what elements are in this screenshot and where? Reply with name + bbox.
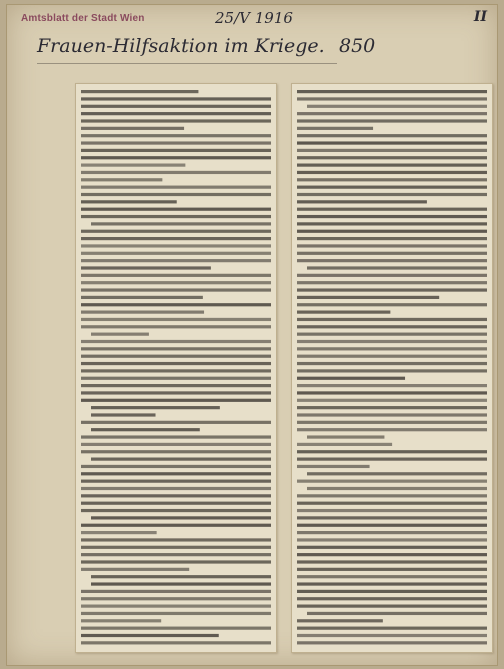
handwritten-title: Frauen-Hilfsaktion im Kriege.: [37, 35, 325, 57]
text-lines-left: [76, 84, 276, 652]
text-line: [81, 384, 271, 387]
text-line: [297, 164, 487, 167]
text-line: [297, 215, 487, 218]
text-line: [297, 546, 487, 549]
text-line: [81, 200, 177, 203]
text-line: [297, 252, 487, 255]
text-line: [81, 377, 271, 380]
text-line: [81, 90, 198, 93]
text-line: [307, 105, 487, 108]
text-line: [81, 134, 271, 137]
text-line: [297, 399, 487, 402]
text-line: [81, 178, 162, 181]
text-line: [297, 325, 487, 328]
text-line: [307, 266, 487, 269]
text-line: [91, 406, 220, 409]
text-line: [297, 406, 487, 409]
text-line: [81, 311, 204, 314]
text-line: [297, 237, 487, 240]
article-column-left: [75, 83, 277, 653]
text-line: [81, 538, 271, 541]
text-line: [81, 318, 271, 321]
text-line: [297, 597, 487, 600]
text-line: [307, 435, 384, 438]
text-line: [297, 531, 487, 534]
text-line: [81, 97, 271, 100]
text-line: [297, 575, 487, 578]
text-line: [297, 112, 487, 115]
text-line: [297, 553, 487, 556]
text-line: [297, 193, 487, 196]
text-line: [81, 597, 271, 600]
text-line: [81, 244, 271, 247]
text-line: [81, 399, 271, 402]
text-line: [297, 259, 487, 262]
text-line: [81, 288, 271, 291]
text-line: [91, 458, 271, 461]
text-line: [297, 303, 487, 306]
text-line: [81, 127, 184, 130]
text-line: [81, 252, 271, 255]
text-line: [297, 509, 487, 512]
text-line: [81, 590, 271, 593]
text-line: [297, 274, 487, 277]
text-line: [297, 524, 487, 527]
text-line: [81, 171, 271, 174]
text-line: [81, 391, 271, 394]
text-line: [307, 472, 487, 475]
text-line: [91, 516, 271, 519]
text-line: [81, 141, 271, 144]
text-line: [81, 266, 211, 269]
article-column-right: [291, 83, 493, 653]
text-line: [81, 237, 271, 240]
text-line: [81, 186, 271, 189]
text-line: [81, 156, 271, 159]
text-line: [297, 494, 487, 497]
text-line: [81, 612, 271, 615]
text-line: [297, 605, 487, 608]
text-line: [81, 443, 271, 446]
text-line: [81, 531, 157, 534]
text-line: [297, 149, 487, 152]
publication-stamp: Amtsblatt der Stadt Wien: [21, 13, 145, 24]
text-line: [81, 105, 271, 108]
text-line: [297, 391, 487, 394]
text-line: [297, 458, 487, 461]
text-line: [297, 186, 487, 189]
text-line: [81, 465, 271, 468]
text-line: [81, 605, 271, 608]
text-line: [81, 450, 271, 453]
text-line: [81, 325, 271, 328]
text-line: [81, 119, 271, 122]
text-line: [91, 413, 156, 416]
text-line: [297, 311, 390, 314]
text-line: [81, 149, 271, 152]
text-line: [297, 369, 487, 372]
text-line: [297, 90, 487, 93]
text-line: [297, 355, 487, 358]
text-line: [297, 208, 487, 211]
text-line: [81, 524, 271, 527]
text-line: [297, 502, 487, 505]
text-line: [81, 619, 161, 622]
text-line: [297, 582, 487, 585]
text-line: [297, 538, 487, 541]
text-line: [307, 612, 487, 615]
text-line: [81, 369, 271, 372]
text-line: [81, 259, 271, 262]
text-line: [297, 384, 487, 387]
text-line: [297, 127, 373, 130]
text-line: [297, 333, 487, 336]
text-line: [81, 215, 271, 218]
text-line: [297, 200, 427, 203]
text-line: [297, 590, 487, 593]
text-line: [81, 472, 271, 475]
text-line: [81, 560, 271, 563]
underline-rule: [37, 63, 337, 64]
text-line: [81, 494, 271, 497]
text-line: [81, 568, 189, 571]
text-line: [297, 119, 487, 122]
text-line: [81, 347, 271, 350]
text-line: [297, 560, 487, 563]
text-line: [81, 641, 271, 644]
text-line: [297, 421, 487, 424]
text-line: [297, 171, 487, 174]
text-line: [297, 347, 487, 350]
text-line: [297, 413, 487, 416]
text-line: [297, 516, 487, 519]
text-line: [81, 435, 271, 438]
text-line: [297, 568, 487, 571]
text-line: [91, 428, 200, 431]
text-line: [91, 333, 149, 336]
text-line: [81, 502, 271, 505]
text-line: [81, 230, 271, 233]
text-line: [81, 164, 185, 167]
text-line: [307, 487, 487, 490]
page-number: II: [473, 9, 487, 25]
text-line: [297, 450, 487, 453]
text-line: [297, 443, 392, 446]
text-line: [81, 546, 271, 549]
text-line: [81, 112, 271, 115]
text-line: [297, 634, 487, 637]
text-line: [297, 296, 439, 299]
handwritten-date: 25/V 1916: [215, 9, 293, 27]
text-line: [297, 244, 487, 247]
text-line: [297, 156, 487, 159]
text-line: [297, 178, 487, 181]
handwritten-number: 850: [339, 35, 376, 57]
text-line: [297, 641, 487, 644]
text-line: [297, 619, 383, 622]
text-line: [81, 480, 271, 483]
text-line: [81, 303, 271, 306]
text-line: [81, 296, 203, 299]
text-line: [81, 274, 271, 277]
text-line: [81, 487, 271, 490]
text-line: [81, 421, 271, 424]
text-line: [81, 362, 271, 365]
text-lines-right: [292, 84, 492, 652]
text-line: [297, 134, 487, 137]
text-line: [297, 428, 487, 431]
text-line: [81, 553, 271, 556]
text-line: [297, 141, 487, 144]
text-line: [297, 318, 487, 321]
text-line: [297, 480, 487, 483]
text-line: [81, 627, 271, 630]
text-line: [91, 222, 271, 225]
text-line: [297, 288, 487, 291]
text-line: [81, 208, 271, 211]
text-line: [297, 230, 487, 233]
text-line: [81, 355, 271, 358]
text-line: [297, 362, 487, 365]
text-line: [91, 575, 271, 578]
text-line: [297, 465, 370, 468]
text-line: [81, 634, 219, 637]
text-line: [81, 281, 271, 284]
text-line: [297, 340, 487, 343]
text-line: [297, 627, 487, 630]
text-line: [297, 222, 487, 225]
text-line: [297, 281, 487, 284]
text-line: [297, 97, 487, 100]
clipping-sheet: [6, 4, 498, 666]
text-line: [91, 582, 271, 585]
text-line: [81, 340, 271, 343]
text-line: [81, 193, 271, 196]
text-line: [297, 377, 405, 380]
text-line: [81, 509, 271, 512]
